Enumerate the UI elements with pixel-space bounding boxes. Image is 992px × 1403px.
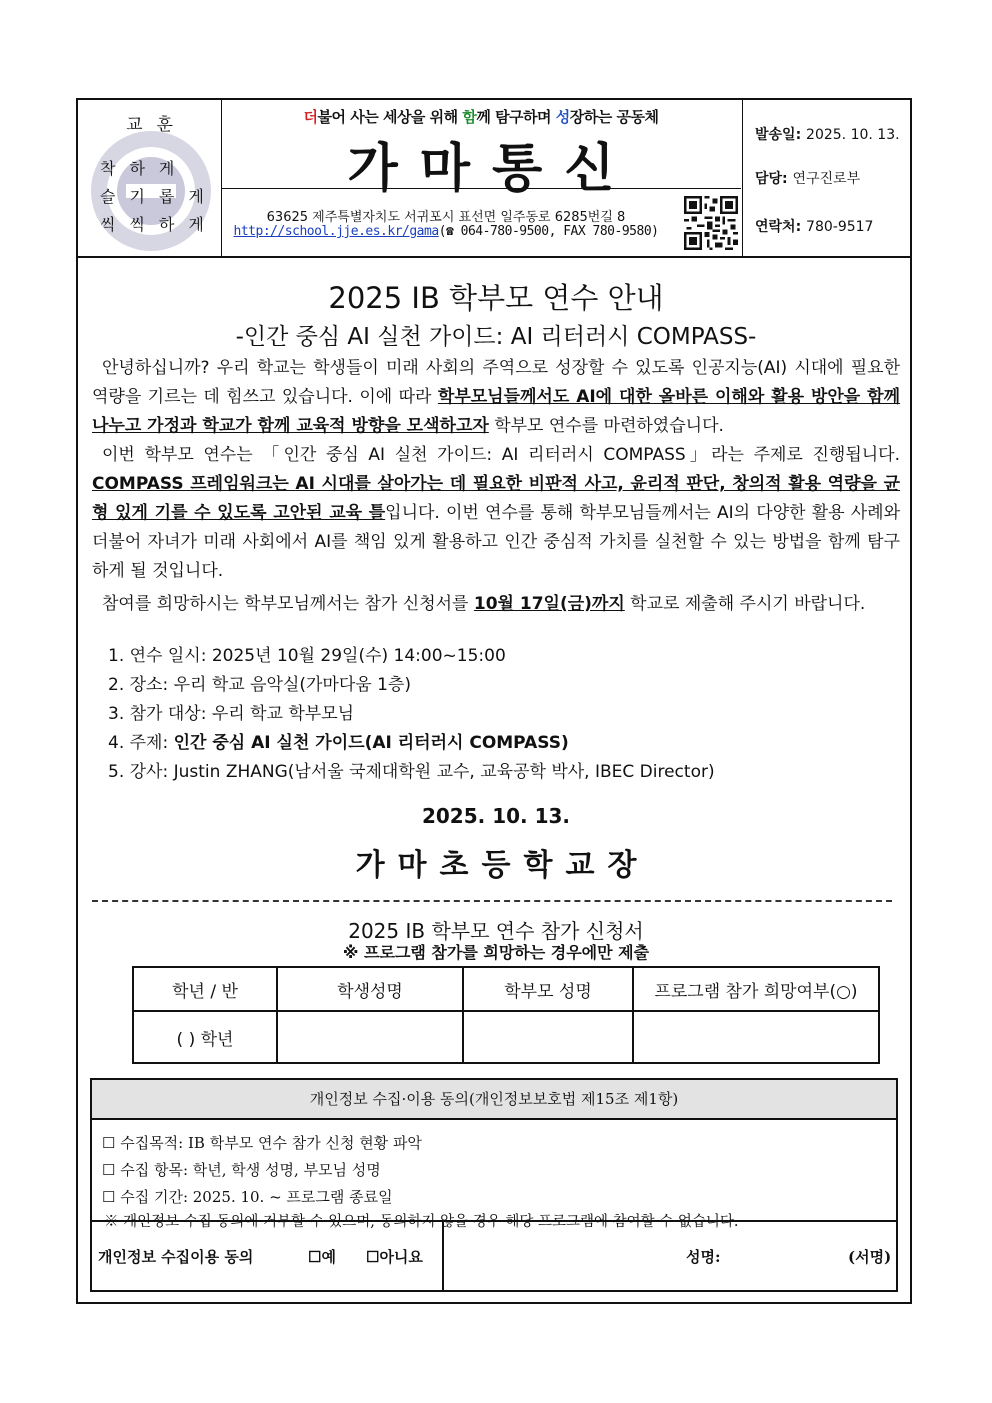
table-row — [133, 1011, 879, 1063]
column-header: 학년 / 반 — [133, 967, 277, 1011]
contact-number: 연락처: 780-9517 — [755, 219, 874, 235]
notice-title: 2025 IB 학부모 연수 안내 — [328, 281, 664, 315]
list-item: 4. 주제: 인간 중심 AI 실천 가이드(AI 리터러시 COMPASS) — [108, 733, 569, 753]
principal-signature: 가마초등학교장 — [355, 848, 650, 883]
notice-paragraph: 이번 학부모 연수는 「인간 중심 AI 실천 가이드: AI 리터러시 COMPASS」라는 주제로 진행됩니다. COMPASS 프레임워크는 AI 시대를 살아가는 데 필요한 비판적 사고, 윤리적 판단, 창의적 활용 역량을 균형 있게 기를 수 있도록 고안된 교육 틀입니다. 이번 연수를 통해 학부모님들께서는 AI의 다양한 활용 사례와 더불어 자녀가 미래 사회에서 AI를 책임 있게 활용하고 인간 중심적 가치를 실천할 수 있는 방법을 함께 탐구하게 될 것입니다. — [92, 445, 900, 581]
grade-cell[interactable]: ( ) 학년 — [133, 1011, 277, 1063]
consent-title: 개인정보 수집·이용 동의(개인정보보호법 제15조 제1항) — [92, 1080, 896, 1120]
column-header: 학생성명 — [277, 967, 463, 1011]
consent-no-checkbox[interactable]: ☐아니요 — [366, 1248, 423, 1266]
consent-label: 개인정보 수집이용 동의 — [98, 1248, 254, 1266]
consent-yes-checkbox[interactable]: ☐예 — [308, 1248, 336, 1266]
column-header: 학부모 성명 — [463, 967, 633, 1011]
qr-code-icon[interactable] — [684, 196, 738, 250]
training-details-list — [108, 642, 715, 787]
application-table — [132, 966, 880, 1064]
motto-line: 슬기롭게 — [100, 187, 218, 206]
notice-subtitle: -인간 중심 AI 실천 가이드: AI 리터러시 COMPASS- — [235, 324, 757, 350]
notice-date: 2025. 10. 13. — [421, 804, 571, 828]
participation-cell[interactable] — [633, 1011, 879, 1063]
issue-info — [742, 100, 911, 256]
list-item: 5. 강사: Justin ZHANG(남서울 국제대학원 교수, 교육공학 박사, IBEC Director) — [108, 762, 715, 782]
consent-item: ☐ 수집 항목: 학년, 학생 성명, 부모님 성명 — [102, 1161, 381, 1179]
department: 담당: 연구진로부 — [755, 171, 861, 187]
motto-title: 교훈 — [126, 115, 187, 135]
motto-line: 씩씩하게 — [100, 215, 218, 234]
consent-choice — [92, 1222, 444, 1292]
signature-label: 성명: — [686, 1248, 721, 1266]
school-address-block — [221, 188, 671, 256]
school-contact-line — [221, 224, 671, 239]
school-website-link[interactable]: http://school.jje.es.kr/gama — [233, 224, 439, 239]
list-item: 1. 연수 일시: 2025년 10월 29일(수) 14:00~15:00 — [108, 646, 506, 666]
signature-suffix[interactable]: (서명) — [848, 1248, 892, 1266]
consent-item: ☐ 수집목적: IB 학부모 연수 참가 신청 현황 파악 — [102, 1134, 422, 1152]
list-item: 2. 장소: 우리 학교 음악실(가마다움 1층) — [108, 675, 411, 695]
column-header: 프로그램 참가 희망여부(○) — [633, 967, 879, 1011]
school-address: 63625 제주특별자치도 서귀포시 표선면 일주동로 6285번길 8 — [266, 210, 626, 225]
cut-line — [92, 900, 892, 902]
school-phone: (☎ 064-780-9500, FAX 780-9580) — [438, 224, 659, 239]
form-note: ※ 프로그램 참가를 희망하는 경우에만 제출 — [342, 943, 650, 962]
newsletter-title: 가마통신 — [347, 138, 637, 199]
consent-warning: ※ 개인정보 수집 동의에 거부할 수 있으며, 동의하지 않을 경우 해당 프로그램에 참여할 수 없습니다. — [104, 1214, 739, 1230]
issue-date: 발송일: 2025. 10. 13. — [755, 127, 900, 143]
newsletter-header — [78, 100, 910, 258]
student-name-cell[interactable] — [277, 1011, 463, 1063]
motto-line: 착하게 — [100, 159, 189, 178]
parent-name-cell[interactable] — [463, 1011, 633, 1063]
consent-item: ☐ 수집 기간: 2025. 10. ~ 프로그램 종료일 — [102, 1188, 393, 1206]
notice-paragraph: 안녕하십니까? 우리 학교는 학생들이 미래 사회의 주역으로 성장할 수 있도록 인공지능(AI) 시대에 필요한 역량을 기르는 데 힘쓰고 있습니다. 이에 따라 학부모님들께서도 AI에 대한 올바른 이해와 활용 방안을 함께 나누고 가정과 학교가 함께 교육적 방향을 모색하고자 학부모 연수를 마련하였습니다. — [92, 358, 900, 436]
school-motto — [78, 100, 222, 256]
school-slogan: 더불어 사는 세상을 위해 함께 탐구하며 성장하는 공동체 — [303, 108, 659, 126]
form-title: 2025 IB 학부모 연수 참가 신청서 — [348, 919, 644, 943]
newsletter-frame — [76, 98, 912, 1304]
newsletter-banner — [221, 100, 741, 199]
privacy-consent-box — [90, 1078, 898, 1292]
list-item: 3. 참가 대상: 우리 학교 학부모님 — [108, 704, 355, 724]
notice-paragraph: 참여를 희망하시는 학부모님께서는 참가 신청서를 10월 17일(금)까지 학교로 제출해 주시기 바랍니다. — [102, 594, 866, 614]
